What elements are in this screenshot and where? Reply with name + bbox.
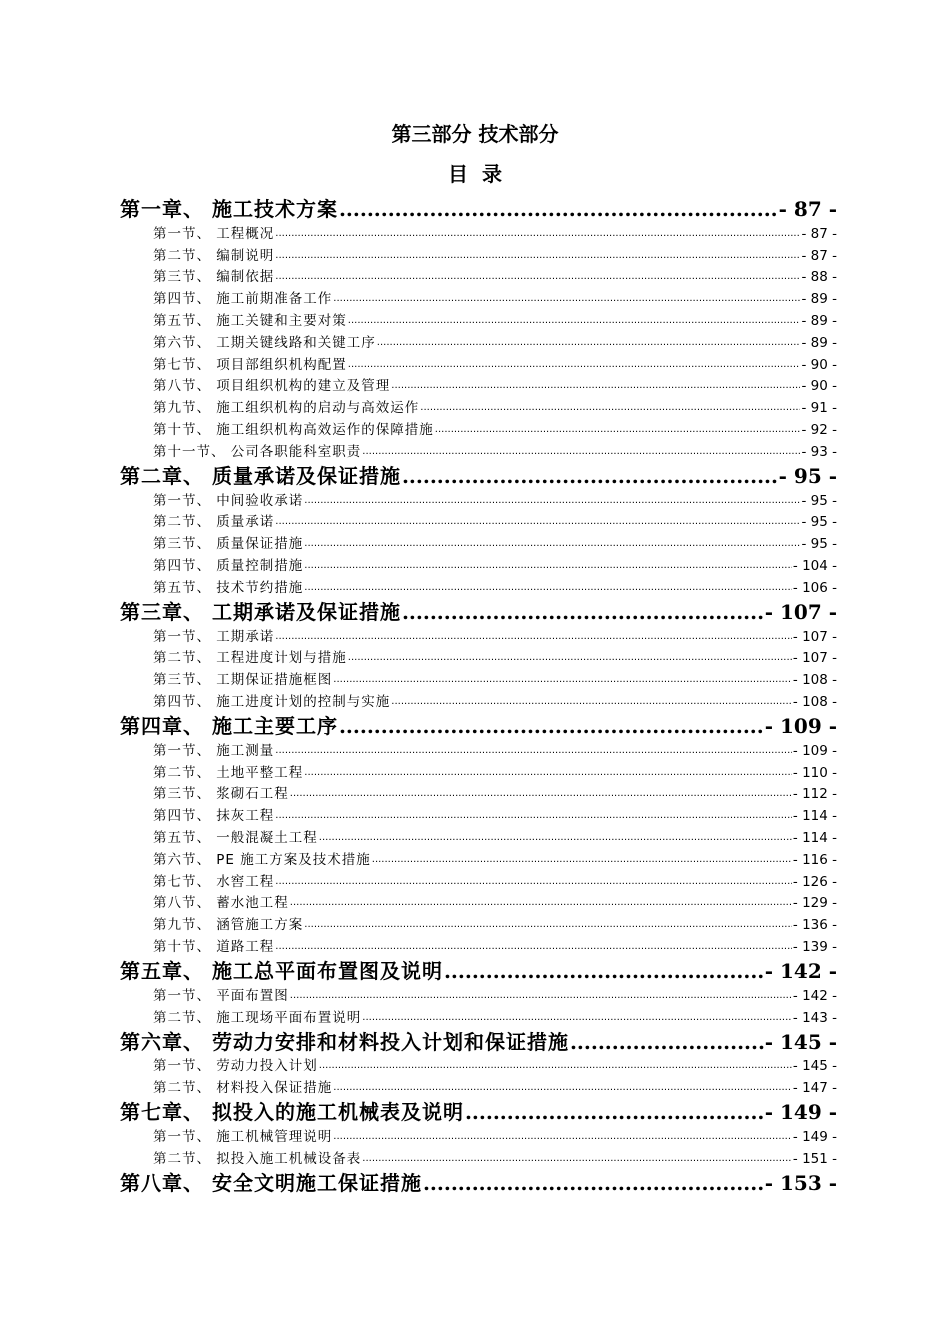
- toc-section-entry[interactable]: [153, 668, 837, 690]
- toc-entry-label: 第一节、 中间验收承诺: [153, 492, 304, 509]
- part-title: 第三部分 技术部分: [391, 122, 559, 146]
- toc-dot-leader: [275, 246, 800, 266]
- toc-dot-leader: [339, 196, 778, 222]
- toc-entry-label: 第四节、 抹灰工程: [153, 808, 275, 825]
- toc-entry-page-number: - 107 -: [792, 650, 837, 667]
- toc-entry-label: 第三节、 编制依据: [153, 269, 275, 286]
- toc-dot-leader: [372, 850, 792, 870]
- toc-entry-page-number: - 106 -: [792, 579, 837, 596]
- toc-entry-label: 第三节、 工期保证措施框图: [153, 672, 333, 689]
- toc-dot-leader: [420, 398, 800, 418]
- toc-dot-leader: [402, 463, 778, 489]
- toc-entry-label: 第一节、 劳动力投入计划: [153, 1058, 318, 1075]
- toc-entry-label: 第六章、 劳动力安排和材料投入计划和保证措施: [120, 1029, 569, 1054]
- toc-section-entry[interactable]: [153, 1147, 837, 1169]
- toc-entry-label: 第六节、 PE 施工方案及技术措施: [153, 851, 371, 868]
- toc-section-entry[interactable]: [153, 625, 837, 647]
- toc-section-entry[interactable]: [153, 848, 837, 870]
- toc-entry-label: 第四节、 施工前期准备工作: [153, 291, 333, 308]
- toc-section-entry[interactable]: [153, 761, 837, 783]
- toc-dot-leader: [290, 893, 792, 913]
- toc-entry-page-number: - 87 -: [801, 247, 837, 264]
- toc-entry-page-number: - 93 -: [801, 443, 837, 460]
- toc-entry-label: 第四章、 施工主要工序: [120, 713, 338, 738]
- toc-section-entry[interactable]: [153, 331, 837, 353]
- toc-entry-label: 第二章、 质量承诺及保证措施: [120, 463, 401, 488]
- toc-dot-leader: [570, 1029, 764, 1055]
- toc-entry-label: 第八章、 安全文明施工保证措施: [120, 1170, 422, 1195]
- toc-section-entry[interactable]: [153, 1125, 837, 1147]
- toc-entry-page-number: - 147 -: [792, 1080, 837, 1097]
- toc-entry-label: 第十节、 施工组织机构高效运作的保障措施: [153, 421, 434, 438]
- toc-entry-label: 第五章、 施工总平面布置图及说明: [120, 958, 443, 983]
- toc-section-entry[interactable]: [153, 554, 837, 576]
- toc-dot-leader: [391, 376, 800, 396]
- toc-entry-page-number: - 142 -: [792, 987, 837, 1004]
- toc-section-entry[interactable]: [153, 576, 837, 598]
- toc-section-entry[interactable]: [153, 222, 837, 244]
- toc-entry-page-number: - 91 -: [801, 400, 837, 417]
- toc-entry-page-number: - 107 -: [764, 599, 837, 624]
- toc-chapter-entry[interactable]: [120, 195, 837, 222]
- toc-section-entry[interactable]: [153, 287, 837, 309]
- toc-entry-label: 第一节、 施工测量: [153, 742, 275, 759]
- toc-section-entry[interactable]: [153, 418, 837, 440]
- toc-entry-label: 第五节、 一般混凝土工程: [153, 829, 318, 846]
- toc-dot-leader: [333, 289, 800, 309]
- toc-section-entry[interactable]: [153, 804, 837, 826]
- toc-dot-leader: [275, 627, 792, 647]
- toc-dot-leader: [304, 534, 800, 554]
- toc-entry-label: 第二节、 工程进度计划与措施: [153, 650, 347, 667]
- toc-entry-page-number: - 136 -: [792, 917, 837, 934]
- toc-dot-leader: [333, 670, 792, 690]
- toc-entry-page-number: - 104 -: [792, 557, 837, 574]
- toc-chapter-entry[interactable]: [120, 1098, 837, 1125]
- toc-entry-page-number: - 112 -: [792, 786, 837, 803]
- toc-section-entry[interactable]: [153, 396, 837, 418]
- toc-chapter-entry[interactable]: [120, 1169, 837, 1196]
- toc-chapter-entry[interactable]: [120, 462, 837, 489]
- toc-entry-page-number: - 143 -: [792, 1009, 837, 1026]
- toc-entry-label: 第五节、 施工关键和主要对策: [153, 312, 347, 329]
- toc-entry-page-number: - 89 -: [801, 334, 837, 351]
- toc-dot-leader: [348, 648, 792, 668]
- toc-section-entry[interactable]: [153, 892, 837, 914]
- toc-entry-label: 第一节、 工程概况: [153, 225, 275, 242]
- toc-entry-page-number: - 142 -: [764, 958, 837, 983]
- toc-entry-page-number: - 88 -: [801, 269, 837, 286]
- toc-entry-page-number: - 109 -: [764, 713, 837, 738]
- toc-section-entry[interactable]: [153, 1055, 837, 1077]
- toc-entry-label: 第十节、 道路工程: [153, 938, 275, 955]
- toc-entry-label: 第八节、 蓄水池工程: [153, 895, 289, 912]
- toc-entry-label: 第四节、 施工进度计划的控制与实施: [153, 693, 391, 710]
- toc-dot-leader: [333, 1078, 792, 1098]
- toc-entry-label: 第一章、 施工技术方案: [120, 197, 338, 221]
- toc-dot-leader: [304, 763, 792, 783]
- toc-dot-leader: [362, 1149, 792, 1169]
- toc-dot-leader: [444, 958, 764, 984]
- toc-dot-leader: [275, 741, 792, 761]
- toc-entry-label: 第六节、 工期关键线路和关键工序: [153, 334, 376, 351]
- toc-dot-leader: [362, 442, 800, 462]
- toc-dot-leader: [348, 311, 801, 331]
- toc-entry-label: 第五节、 技术节约措施: [153, 579, 304, 596]
- toc-section-entry[interactable]: [153, 783, 837, 805]
- toc-entry-label: 第一节、 施工机械管理说明: [153, 1128, 333, 1145]
- toc-entry-label: 第八节、 项目组织机构的建立及管理: [153, 378, 391, 395]
- toc-section-entry[interactable]: [153, 739, 837, 761]
- toc-entry-page-number: - 145 -: [792, 1058, 837, 1075]
- toc-dot-leader: [377, 333, 801, 353]
- toc-entry-label: 第二节、 施工现场平面布置说明: [153, 1009, 362, 1026]
- toc-dot-leader: [319, 1056, 792, 1076]
- toc-entry-page-number: - 95 -: [801, 514, 837, 531]
- toc-entry-label: 第十一节、 公司各职能科室职责: [153, 443, 362, 460]
- toc-section-entry[interactable]: [153, 690, 837, 712]
- toc-dot-leader: [304, 556, 792, 576]
- toc-section-entry[interactable]: [153, 1076, 837, 1098]
- toc-entry-label: 第二节、 质量承诺: [153, 514, 275, 531]
- toc-section-entry[interactable]: [153, 870, 837, 892]
- toc-dot-leader: [423, 1170, 764, 1196]
- toc-dot-leader: [402, 599, 764, 625]
- toc-dot-leader: [290, 784, 792, 804]
- toc-entry-page-number: - 139 -: [792, 938, 837, 955]
- toc-entry-page-number: - 110 -: [792, 764, 837, 781]
- toc-dot-leader: [333, 1127, 792, 1147]
- toc-entry-label: 第二节、 拟投入施工机械设备表: [153, 1150, 362, 1167]
- toc-entry-page-number: - 90 -: [801, 356, 837, 373]
- toc-entry-page-number: - 87 -: [778, 197, 837, 221]
- toc-section-entry[interactable]: [153, 935, 837, 957]
- toc-heading: 目录: [448, 162, 516, 186]
- toc-section-entry[interactable]: [153, 266, 837, 288]
- toc-section-entry[interactable]: [153, 353, 837, 375]
- toc-entry-page-number: - 95 -: [801, 492, 837, 509]
- toc-entry-page-number: - 126 -: [792, 873, 837, 890]
- toc-dot-leader: [391, 692, 792, 712]
- toc-dot-leader: [275, 937, 792, 957]
- toc-dot-leader: [275, 512, 800, 532]
- toc-entry-page-number: - 107 -: [792, 628, 837, 645]
- toc-dot-leader: [275, 224, 800, 244]
- toc-entry-label: 第三节、 浆砌石工程: [153, 786, 289, 803]
- toc-entry-label: 第三章、 工期承诺及保证措施: [120, 599, 401, 624]
- toc-entry-page-number: - 92 -: [801, 421, 837, 438]
- toc-entry-page-number: - 116 -: [792, 851, 837, 868]
- toc-section-entry[interactable]: [153, 244, 837, 266]
- toc-entry-page-number: - 108 -: [792, 693, 837, 710]
- toc-entry-label: 第一节、 平面布置图: [153, 987, 289, 1004]
- toc-entry-page-number: - 114 -: [792, 808, 837, 825]
- toc-section-entry[interactable]: [153, 489, 837, 511]
- toc-entry-page-number: - 95 -: [801, 536, 837, 553]
- toc-entry-page-number: - 153 -: [764, 1170, 837, 1195]
- toc-dot-leader: [290, 986, 792, 1006]
- toc-dot-leader: [275, 806, 792, 826]
- toc-dot-leader: [435, 420, 801, 440]
- toc-entry-page-number: - 89 -: [801, 312, 837, 329]
- toc-entry-label: 第二节、 编制说明: [153, 247, 275, 264]
- toc-dot-leader: [465, 1099, 764, 1125]
- toc-section-entry[interactable]: [153, 647, 837, 669]
- toc-dot-leader: [275, 872, 792, 892]
- table-of-contents: [0, 195, 950, 1196]
- toc-entry-page-number: - 149 -: [764, 1100, 837, 1125]
- toc-entry-label: 第二节、 材料投入保证措施: [153, 1080, 333, 1097]
- toc-section-entry[interactable]: [153, 984, 837, 1006]
- toc-section-entry[interactable]: [153, 532, 837, 554]
- toc-chapter-entry[interactable]: [120, 712, 837, 739]
- toc-entry-page-number: - 95 -: [778, 463, 837, 488]
- toc-chapter-entry[interactable]: [120, 1028, 837, 1055]
- toc-entry-label: 第二节、 土地平整工程: [153, 764, 304, 781]
- toc-entry-page-number: - 87 -: [801, 225, 837, 242]
- toc-entry-label: 第七节、 水窖工程: [153, 873, 275, 890]
- toc-section-entry[interactable]: [153, 511, 837, 533]
- toc-dot-leader: [304, 491, 800, 511]
- toc-entry-label: 第九节、 施工组织机构的启动与高效运作: [153, 400, 420, 417]
- toc-entry-page-number: - 149 -: [792, 1128, 837, 1145]
- toc-chapter-entry[interactable]: [120, 957, 837, 984]
- toc-entry-label: 第四节、 质量控制措施: [153, 557, 304, 574]
- toc-dot-leader: [275, 267, 800, 287]
- toc-section-entry[interactable]: [153, 440, 837, 462]
- toc-section-entry[interactable]: [153, 375, 837, 397]
- toc-dot-leader: [348, 355, 801, 375]
- toc-entry-page-number: - 114 -: [792, 829, 837, 846]
- toc-dot-leader: [339, 713, 764, 739]
- toc-dot-leader: [304, 578, 792, 598]
- toc-section-entry[interactable]: [153, 1006, 837, 1028]
- toc-entry-page-number: - 109 -: [792, 742, 837, 759]
- toc-entry-page-number: - 108 -: [792, 672, 837, 689]
- toc-section-entry[interactable]: [153, 309, 837, 331]
- toc-entry-label: 第一节、 工期承诺: [153, 628, 275, 645]
- toc-entry-label: 第七节、 项目部组织机构配置: [153, 356, 347, 373]
- toc-entry-page-number: - 151 -: [792, 1150, 837, 1167]
- toc-entry-label: 第三节、 质量保证措施: [153, 536, 304, 553]
- toc-section-entry[interactable]: [153, 913, 837, 935]
- toc-entry-page-number: - 145 -: [764, 1029, 837, 1054]
- toc-entry-page-number: - 89 -: [801, 291, 837, 308]
- toc-dot-leader: [362, 1008, 792, 1028]
- toc-entry-label: 第七章、 拟投入的施工机械表及说明: [120, 1100, 464, 1125]
- toc-chapter-entry[interactable]: [120, 598, 837, 625]
- toc-entry-label: 第九节、 涵管施工方案: [153, 917, 304, 934]
- toc-section-entry[interactable]: [153, 826, 837, 848]
- toc-dot-leader: [304, 915, 792, 935]
- toc-entry-page-number: - 90 -: [801, 378, 837, 395]
- toc-entry-page-number: - 129 -: [792, 895, 837, 912]
- toc-dot-leader: [319, 828, 792, 848]
